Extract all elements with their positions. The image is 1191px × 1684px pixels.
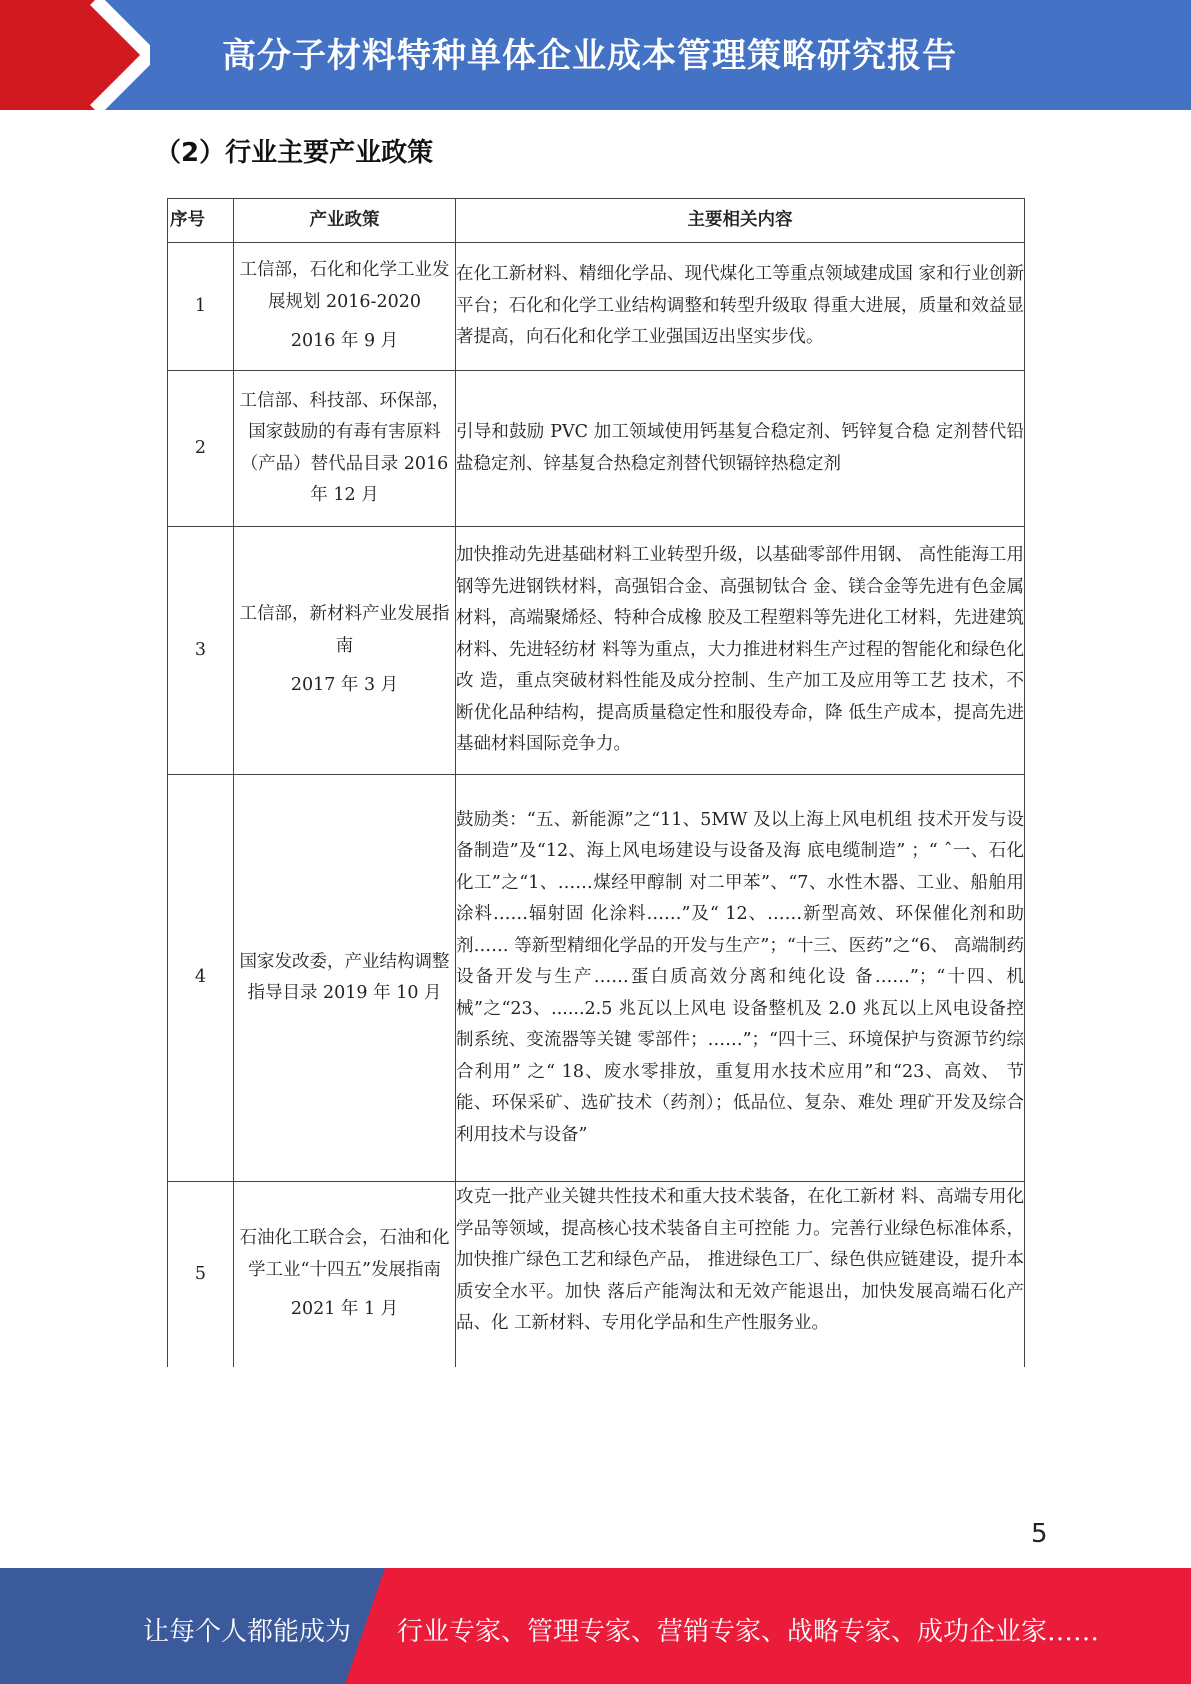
content-cell: 鼓励类：“五、新能源”之“11、5MW 及以上海上风电机组 技术开发与设备制造”及“12、海上风电场建设与设备及海 底电缆制造” ；“ ˆ一、石化化工”之“1、……煤经甲醇制 对二甲苯”、“7、水性木器、工业、船舶用涂料……辐射固 化涂料……”及“ 12、……新型高效、环保催化剂和助剂…… 等新型精细化学品的开发与生产”；“十三、医药”之“6、 高端制药设备开发与生产……蛋白质高效分离和纯化设 备……”；“十四、机械”之“23、......2.5 兆瓦以上风电 设备整机及 2.0 兆瓦以上风电设备控制系统、变流器等关键 零部件；……”；“四十三、环境保护与资源节约综合利用” 之“ 18、废水零排放，重复用水技术应用”和“23、高效、 节能、环保采矿、选矿技术（药剂）；低品位、复杂、难处 理矿开发及综合利用技术与设备” — [456, 775, 1025, 1182]
table-row — [168, 775, 1025, 1182]
table-row — [168, 371, 1025, 527]
table-header-row — [168, 199, 1025, 243]
row-number: 2 — [168, 371, 234, 527]
policy-date: 2021 年 1 月 — [290, 1299, 399, 1320]
row-number: 4 — [168, 775, 234, 1182]
policy-date: 2016 年 9 月 — [290, 331, 399, 352]
header-cell-content: 主要相关内容 — [456, 199, 1025, 243]
policy-name: 工信部、科技部、环保部，国家鼓励的有毒有害原料（产品）替代品目录 2016 年 12 月 — [239, 390, 450, 505]
section-title: （2）行业主要产业政策 — [155, 138, 434, 168]
policy-cell — [234, 527, 456, 775]
policy-name: 工信部，新材料产业发展指南 — [239, 604, 450, 656]
header-bar — [0, 0, 1191, 110]
table-row — [168, 1182, 1025, 1368]
content-cell: 引导和鼓励 PVC 加工领域使用钙基复合稳定剂、钙锌复合稳 定剂替代铅盐稳定剂、锌基复合热稳定剂替代钡镉锌热稳定剂 — [456, 371, 1025, 527]
policy-name: 国家发改委，产业结构调整指导目录 2019 年 10 月 — [239, 951, 450, 1003]
footer-bar — [0, 1568, 1191, 1684]
policy-name: 工信部，石化和化学工业发展规划 2016-2020 — [239, 260, 450, 312]
page-number: 5 — [1031, 1519, 1048, 1549]
table-row — [168, 527, 1025, 775]
policy-date: 2017 年 3 月 — [290, 675, 399, 696]
row-number: 5 — [168, 1182, 234, 1368]
content-cell: 加快推动先进基础材料工业转型升级，以基础零部件用钢、 高性能海工用钢等先进钢铁材料，高强铝合金、高强韧钛合 金、镁合金等先进有色金属材料，高端聚烯烃、特种合成橡 胶及工程塑料等先进化工材料，先进建筑材料、先进轻纺材 料等为重点，大力推进材料生产过程的智能化和绿色化改 造，重点突破材料性能及成分控制、生产加工及应用等工艺 技术，不断优化品种结构，提高质量稳定性和服役寿命，降 低生产成本，提高先进基础材料国际竞争力。 — [456, 527, 1025, 775]
policy-cell — [234, 243, 456, 371]
policy-name: 石油化工联合会，石油和化学工业“十四五”发展指南 — [239, 1228, 450, 1280]
content-cell: 攻克一批产业关键共性技术和重大技术装备，在化工新材 料、高端专用化学品等领域，提高核心技术装备自主可控能 力。完善行业绿色标准体系，加快推广绿色工艺和绿色产品， 推进绿色工厂、绿色供应链建设，提升本质安全水平。加快 落后产能淘汰和无效产能退出，加快发展高端石化产品、化 工新材料、专用化学品和生产性服务业。 — [456, 1182, 1025, 1368]
footer-slogan-left: 让每个人都能成为 — [143, 1617, 352, 1647]
row-number: 1 — [168, 243, 234, 371]
footer-slogan-right: 行业专家、管理专家、营销专家、战略专家、成功企业家…… — [397, 1617, 1100, 1647]
header-cell-policy: 产业政策 — [234, 199, 456, 243]
policy-cell — [234, 1182, 456, 1368]
row-number: 3 — [168, 527, 234, 775]
policy-table — [167, 198, 1025, 1367]
header-cell-no: 序号 — [168, 199, 234, 243]
policy-cell — [234, 775, 456, 1182]
table-row — [168, 243, 1025, 371]
content-cell: 在化工新材料、精细化学品、现代煤化工等重点领域建成国 家和行业创新平台；石化和化学工业结构调整和转型升级取 得重大进展，质量和效益显著提高，向石化和化学工业强国迈出坚实步伐。 — [456, 243, 1025, 371]
report-title: 高分子材料特种单体企业成本管理策略研究报告 — [222, 36, 957, 76]
header-chevron-decoration — [0, 0, 150, 110]
policy-cell — [234, 371, 456, 527]
